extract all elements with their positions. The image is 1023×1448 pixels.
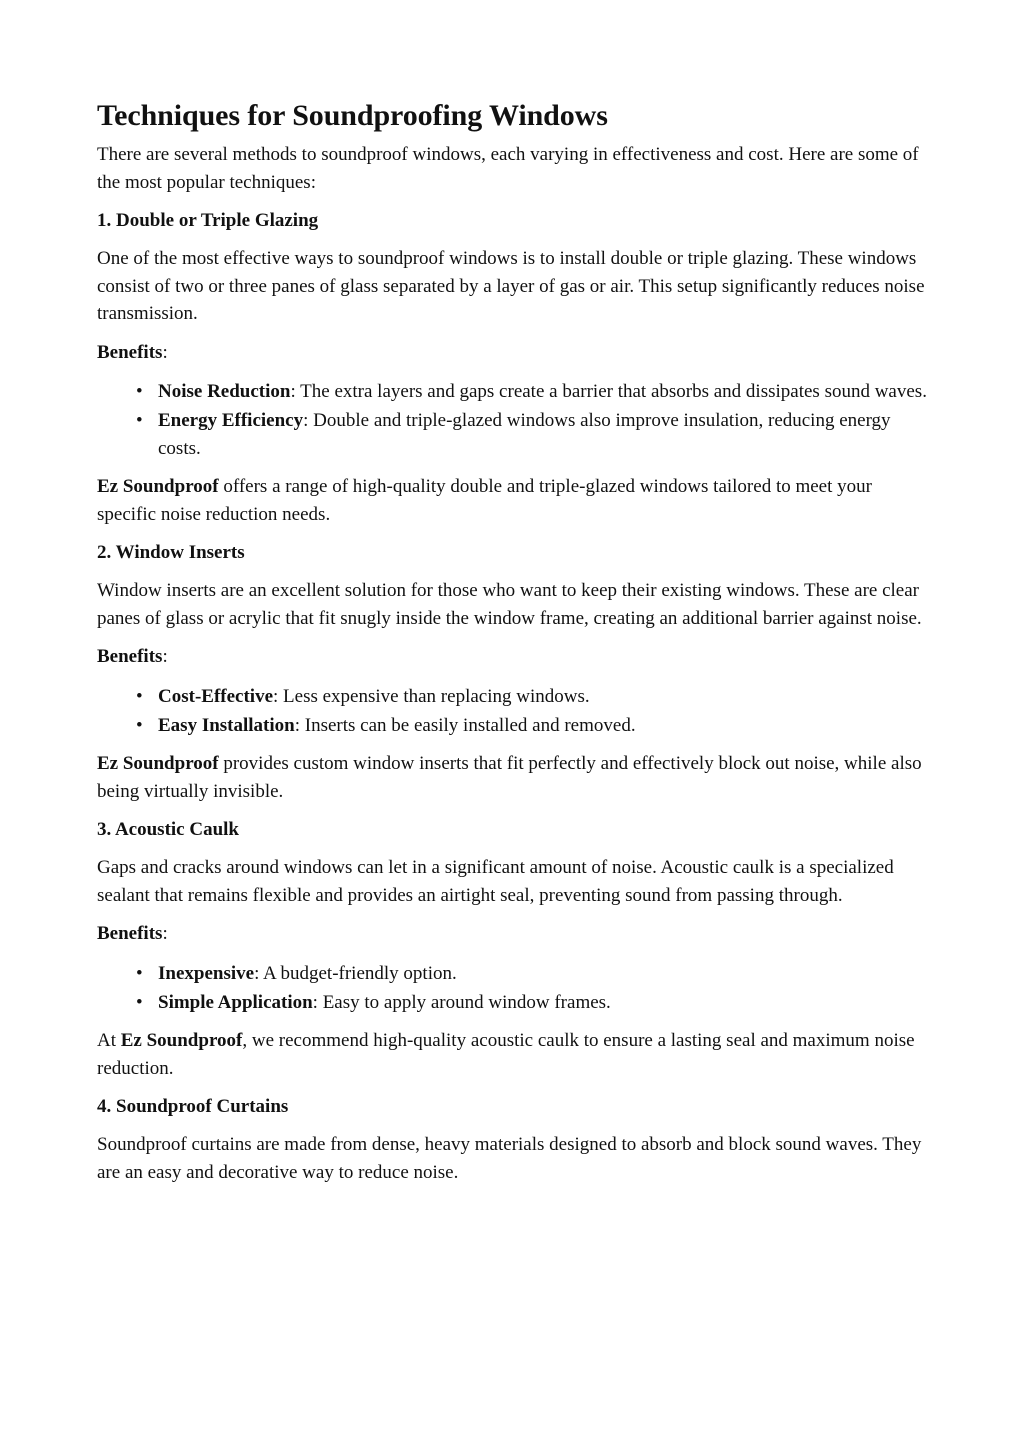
bullet-icon: • — [136, 991, 143, 1013]
document-page — [97, 96, 927, 1197]
intro-paragraph: There are several methods to soundproof windows, each varying in effectiveness and cost. Here are some of the most popular techniques: — [97, 144, 919, 193]
section-window-inserts — [97, 539, 927, 805]
bullet-icon: • — [136, 714, 143, 736]
benefits-list — [97, 960, 927, 1017]
bullet-icon: • — [136, 962, 143, 984]
section-closing: At Ez Soundproof, we recommend high-quality acoustic caulk to ensure a lasting seal and maximum noise reduction. — [97, 1030, 915, 1079]
benefits-list — [97, 378, 927, 462]
bullet-icon: • — [136, 410, 143, 431]
benefits-label: Benefits: — [97, 341, 168, 363]
list-item: • Noise Reduction: The extra layers and gaps create a barrier that absorbs and dissipates sound waves. — [158, 378, 927, 406]
brand-name: Ez Soundproof — [97, 476, 219, 497]
list-item: • Energy Efficiency: Double and triple-glazed windows also improve insulation, reducing energy costs. — [158, 407, 927, 462]
section-closing: Ez Soundproof provides custom window inserts that fit perfectly and effectively block out noise, while also being virtually invisible. — [97, 753, 922, 802]
section-body: One of the most effective ways to soundproof windows is to install double or triple glazing. These windows consist of two or three panes of glass separated by a layer of gas or air. This setup significantly reduces noise transmission. — [97, 248, 925, 324]
benefits-label: Benefits: — [97, 646, 168, 667]
list-item: • Easy Installation: Inserts can be easily installed and removed. — [158, 712, 927, 740]
bullet-icon: • — [136, 685, 143, 707]
section-heading: 4. Soundproof Curtains — [97, 1096, 289, 1117]
section-heading: 3. Acoustic Caulk — [97, 819, 239, 840]
section-heading: 2. Window Inserts — [97, 542, 245, 563]
section-closing: Ez Soundproof offers a range of high-quality double and triple-glazed windows tailored to meet your specific noise reduction needs. — [97, 476, 872, 525]
list-item: • Inexpensive: A budget-friendly option. — [158, 960, 927, 988]
brand-name: Ez Soundproof — [120, 1030, 243, 1051]
list-item: • Simple Application: Easy to apply around window frames. — [158, 989, 927, 1017]
section-body: Gaps and cracks around windows can let in a significant amount of noise. Acoustic caulk is a specialized sealant that remains flexible and provides an airtight seal, preventing sound from passing through. — [97, 857, 894, 906]
section-body: Soundproof curtains are made from dense, heavy materials designed to absorb and block sound waves. They are an easy and decorative way to reduce noise. — [97, 1134, 922, 1183]
benefits-list — [97, 683, 927, 740]
brand-name: Ez Soundproof — [97, 753, 219, 774]
bullet-icon: • — [136, 381, 143, 402]
list-item: • Cost-Effective: Less expensive than replacing windows. — [158, 683, 927, 711]
page-title: Techniques for Soundproofing Windows — [97, 99, 608, 132]
section-soundproof-curtains — [97, 1093, 927, 1186]
section-double-triple-glazing — [97, 207, 927, 528]
section-acoustic-caulk — [97, 816, 927, 1082]
section-heading: 1. Double or Triple Glazing — [97, 210, 319, 231]
section-body: Window inserts are an excellent solution for those who want to keep their existing windows. These are clear panes of glass or acrylic that fit snugly inside the window frame, creating an additional barrier against noise. — [97, 580, 922, 629]
benefits-label: Benefits: — [97, 923, 168, 944]
